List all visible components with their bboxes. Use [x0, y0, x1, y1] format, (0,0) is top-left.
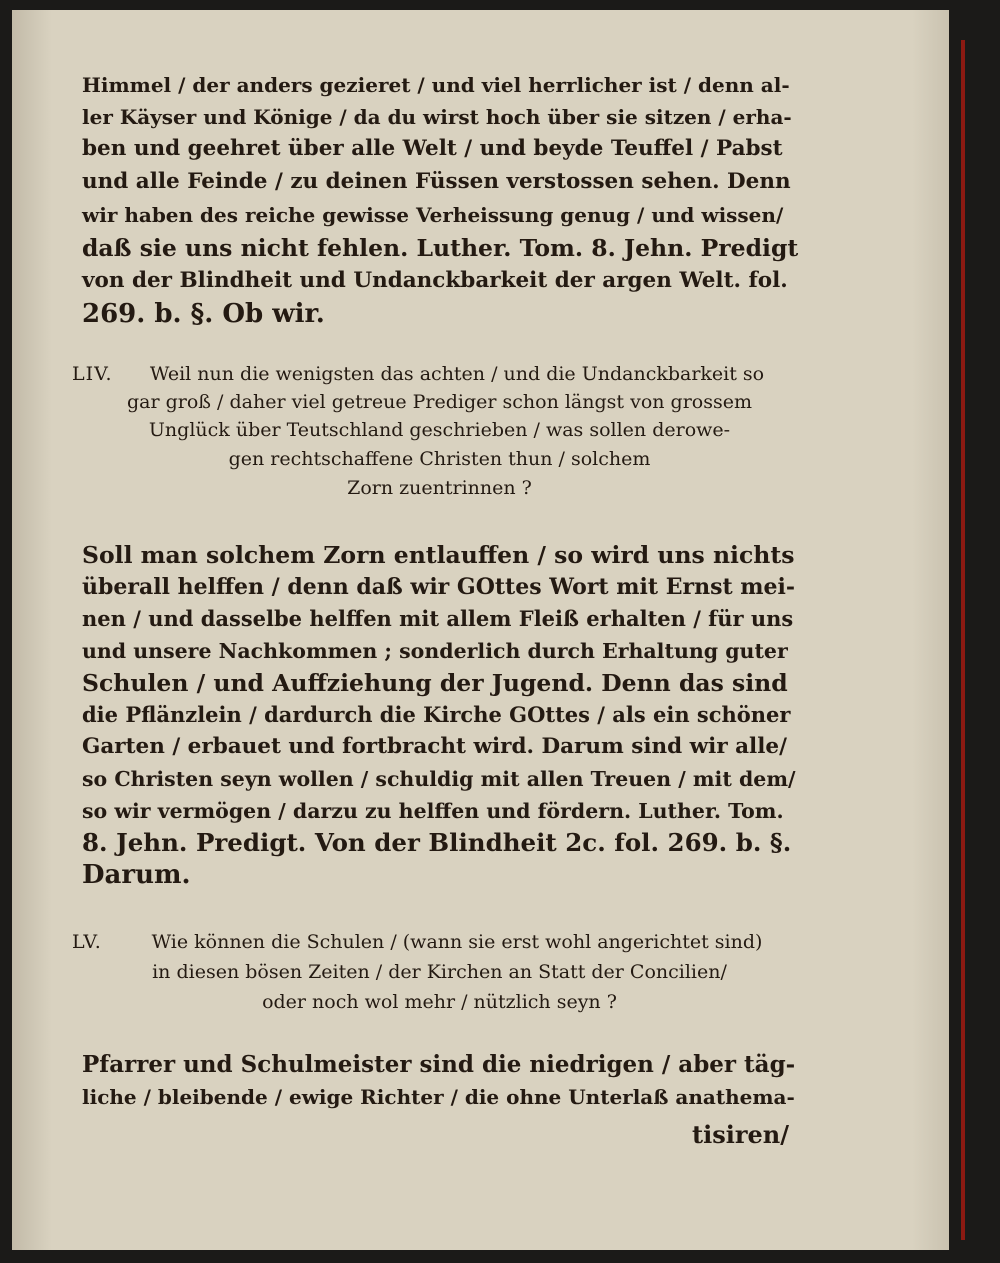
para2-line-2: überall helffen / denn daß wir GOttes Wort mit Ernst mei-: [82, 574, 796, 600]
para3-line-1: Pfarrer und Schulmeister sind die niedrigen / aber täg-: [82, 1051, 796, 1078]
para2-line-6: die Pflänzlein / dardurch die Kirche GOttes / als ein schöner: [82, 702, 791, 727]
page: [12, 10, 949, 1250]
page-edge-red: [961, 40, 965, 1240]
para2-line-4: und unsere Nachkommen ; sonderlich durch Erhaltung guter: [82, 639, 788, 663]
para1-line-5: wir haben des reiche gewisse Verheissung genug / und wissen/: [82, 203, 784, 227]
para1-line-7: von der Blindheit und Undanckbarkeit der argen Welt. fol.: [82, 268, 788, 293]
para2-line-9: so wir vermögen / darzu zu helffen und fördern. Luther. Tom.: [82, 799, 784, 823]
para1-line-1: Himmel / der anders gezieret / und viel herrlicher ist / denn al-: [82, 73, 790, 97]
question-number-55: LV.: [72, 931, 102, 953]
q55-line-1: Wie können die Schulen / (wann sie erst wohl angerichtet sind): [151, 931, 763, 953]
para1-line-2: ler Käyser und Könige / da du wirst hoch über sie sitzen / erha-: [82, 105, 792, 129]
catchword: tisiren/: [692, 1120, 789, 1149]
para2-line-11: Darum.: [82, 860, 191, 890]
para3-line-2: liche / bleibende / ewige Richter / die ohne Unterlaß anathema-: [82, 1085, 795, 1109]
para2-line-3: nen / und dasselbe helffen mit allem Fleiß erhalten / für uns: [82, 606, 794, 631]
para2-line-7: Garten / erbauet und fortbracht wird. Darum sind wir alle/: [82, 734, 787, 759]
q54-line-4: gen rechtschaffene Christen thun / solchem: [228, 448, 651, 470]
para2-line-8: so Christen seyn wollen / schuldig mit allen Treuen / mit dem/: [82, 767, 796, 791]
para2-line-1: Soll man solchem Zorn entlauffen / so wird uns nichts: [82, 541, 795, 569]
q54-line-1: Weil nun die wenigsten das achten / und die Undanckbarkeit so: [149, 363, 765, 385]
q54-line-2: gar groß / daher viel getreue Prediger schon längst von grossem: [127, 391, 752, 413]
question-number-54: LIV.: [72, 363, 113, 385]
q55-line-2: in diesen bösen Zeiten / der Kirchen an Statt der Concilien/: [152, 961, 727, 983]
para2-line-5: Schulen / und Auffziehung der Jugend. Denn das sind: [82, 669, 788, 697]
page-text: [12, 10, 949, 1250]
para1-line-4: und alle Feinde / zu deinen Füssen verstossen sehen. Denn: [82, 169, 791, 194]
q55-line-3: oder noch wol mehr / nützlich seyn ?: [262, 991, 617, 1013]
para2-line-10: 8. Jehn. Predigt. Von der Blindheit 2c. fol. 269. b. §.: [82, 828, 792, 857]
q54-line-5: Zorn zuentrinnen ?: [347, 477, 532, 499]
q54-line-3: Unglück über Teutschland geschrieben / was sollen derowe-: [148, 419, 731, 441]
para1-line-6: daß sie uns nicht fehlen. Luther. Tom. 8. Jehn. Predigt: [82, 234, 799, 262]
para1-line-3: ben und geehret über alle Welt / und beyde Teuffel / Pabst: [82, 136, 783, 161]
para1-line-8: 269. b. §. Ob wir.: [82, 299, 325, 329]
